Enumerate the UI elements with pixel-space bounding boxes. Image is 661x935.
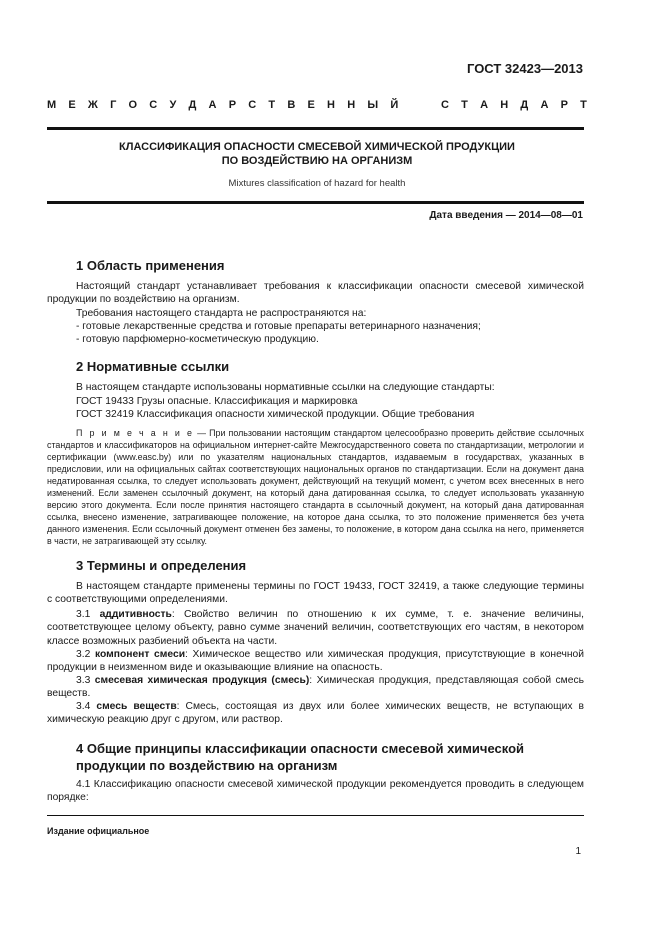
- term-3-4-name: смесь веществ: [96, 701, 177, 712]
- standard-type-letter: С: [248, 99, 257, 111]
- standard-type-letter: Т: [268, 99, 276, 111]
- term-3-4: 3.4 смесь веществ: Смесь, состоящая из двух или более химических веществ, не вступающих в химическую реакцию друг с другом, или раствор.: [47, 701, 584, 726]
- section-3-heading: 3 Термины и определения: [76, 558, 247, 573]
- reference-gost-32419: ГОСТ 32419 Классификация опасности химической продукции. Общие требования: [76, 409, 475, 420]
- section-1-heading: 1 Область применения: [76, 258, 225, 273]
- title-line-2: ПО ВОЗДЕЙСТВИЮ НА ОРГАНИЗМ: [221, 155, 413, 167]
- standard-type-heading: [47, 99, 587, 111]
- standard-type-letter: М: [47, 99, 57, 111]
- standard-type-letter: Е: [68, 99, 76, 111]
- title-rule: [47, 201, 584, 204]
- standard-type-letter: У: [169, 99, 177, 111]
- standard-type-letter: Ы: [367, 99, 379, 111]
- document-code: ГОСТ 32423—2013: [467, 61, 583, 76]
- standard-type-letter: Н: [500, 99, 509, 111]
- standard-type-letter: С: [440, 99, 449, 111]
- section-2-paragraph-1: В настоящем стандарте использованы нормативные ссылки на следующие стандарты:: [76, 382, 495, 393]
- section-1-item-2: - готовую парфюмерно-косметическую продукцию.: [76, 334, 319, 345]
- standard-type-letter: Т: [461, 99, 468, 111]
- term-3-1-name: аддитивность: [99, 609, 172, 620]
- introduction-date: Дата введения — 2014—08—01: [429, 210, 583, 221]
- term-3-2: 3.2 компонент смеси: Химическое вещество или химическая продукция, присутствующие в конечной продукции в неизменном виде и оказывающие влияние на опасность.: [47, 649, 584, 674]
- section-1-paragraph-1: Настоящий стандарт устанавливает требования к классификации опасности смесевой химической продукции по воздействию на организм.: [47, 281, 584, 306]
- standard-type-letter: Т: [580, 99, 587, 111]
- standard-type-letter: С: [149, 99, 158, 111]
- term-3-1: 3.1 аддитивность: Свойство величин по отношению к их сумме, т. е. значение величины, соответствующее целому объекту, равно сумме значений величин, соответствующих его частям, в некотором классе возможных разбиений объекта на части.: [47, 609, 584, 647]
- section-1-paragraph-2: Требования настоящего стандарта не распространяются на:: [76, 308, 367, 319]
- standard-type-letter: Г: [110, 99, 117, 111]
- note-text: — При пользовании настоящим стандартом целесообразно проверить действие ссылочных стандартов и классификаторов на официальном интернет-сайте Межгосударственного совета по стандартизации, метрологии и сертификации (www.easc.by) или по указателям национальных стандартов, издаваемым в государствах, указанных в предисловии, или на официальных сайтах соответствующих национальных органов по стандартизации. Если на документ дана недатированная ссылка, то следует использовать документ, действующий на текущий момент, с учетом всех внесенных в него изменений. Если заменен ссылочный документ, на который дана датированная ссылка, то следует использовать указанную версию этого документа. Если после принятия настоящего стандарта в ссылочный документ, на который дана датированная ссылка, внесено изменение, затрагивающее положение, на которое дана ссылка, то это положение применяется без учета данного изменения. Если ссылочный документ отменен без замены, то положение, в котором дана ссылка на него, применяется в части, не затрагивающей эту ссылку.: [47, 428, 584, 546]
- term-3-3: 3.3 смесевая химическая продукция (смесь): Химическая продукция, представляющая собой смесь веществ.: [47, 675, 584, 700]
- reference-gost-19433: ГОСТ 19433 Грузы опасные. Классификация и маркировка: [76, 396, 358, 407]
- document-title: [47, 140, 587, 168]
- normative-note: [47, 427, 584, 547]
- official-edition-label: Издание официальное: [47, 826, 150, 836]
- standard-type-letter: Н: [347, 99, 356, 111]
- standard-type-letter: Ж: [87, 99, 98, 111]
- section-1-item-1: - готовые лекарственные средства и готовые препараты ветеринарного назначения;: [76, 321, 481, 332]
- standard-type-letter: Р: [560, 99, 568, 111]
- title-english: Mixtures classification of hazard for health: [228, 178, 406, 189]
- standard-type-letter: Й: [390, 99, 399, 111]
- term-3-2-name: компонент смеси: [94, 649, 186, 660]
- term-3-3-name: смесевая химическая продукция (смесь): [94, 675, 310, 686]
- standard-type-letter: Д: [188, 99, 197, 111]
- standard-type-letter: Р: [228, 99, 237, 111]
- top-rule: [47, 127, 584, 130]
- standard-type-letter: Н: [327, 99, 335, 111]
- title-line-1: КЛАССИФИКАЦИЯ ОПАСНОСТИ СМЕСЕВОЙ ХИМИЧЕСКОЙ ПРОДУКЦИИ: [119, 141, 515, 153]
- section-3-paragraph-1: В настоящем стандарте применены термины по ГОСТ 19433, ГОСТ 32419, а также следующие термины с соответствующими определениями.: [47, 581, 584, 606]
- standard-type-letter: Д: [520, 99, 529, 111]
- standard-type-letter: О: [128, 99, 138, 111]
- standard-type-letter: [410, 99, 413, 111]
- standard-type-letter: Е: [307, 99, 315, 111]
- section-4-paragraph-1: 4.1 Классификацию опасности смесевой химической продукции рекомендуется проводить в следующем порядке:: [47, 779, 584, 804]
- standard-type-letter: А: [540, 99, 549, 111]
- standard-type-letter: А: [208, 99, 217, 111]
- section-4-heading: 4 Общие принципы классификации опасности смесевой химической продукции по воздействию на организм: [76, 741, 525, 773]
- standard-type-letter: [426, 99, 429, 111]
- standard-type-letter: А: [480, 99, 489, 111]
- page-number: 1: [575, 846, 581, 857]
- standard-type-letter: В: [287, 99, 296, 111]
- section-2-heading: 2 Нормативные ссылки: [76, 359, 230, 374]
- note-label: П р и м е ч а н и е: [76, 428, 194, 438]
- footer-rule: [47, 815, 584, 816]
